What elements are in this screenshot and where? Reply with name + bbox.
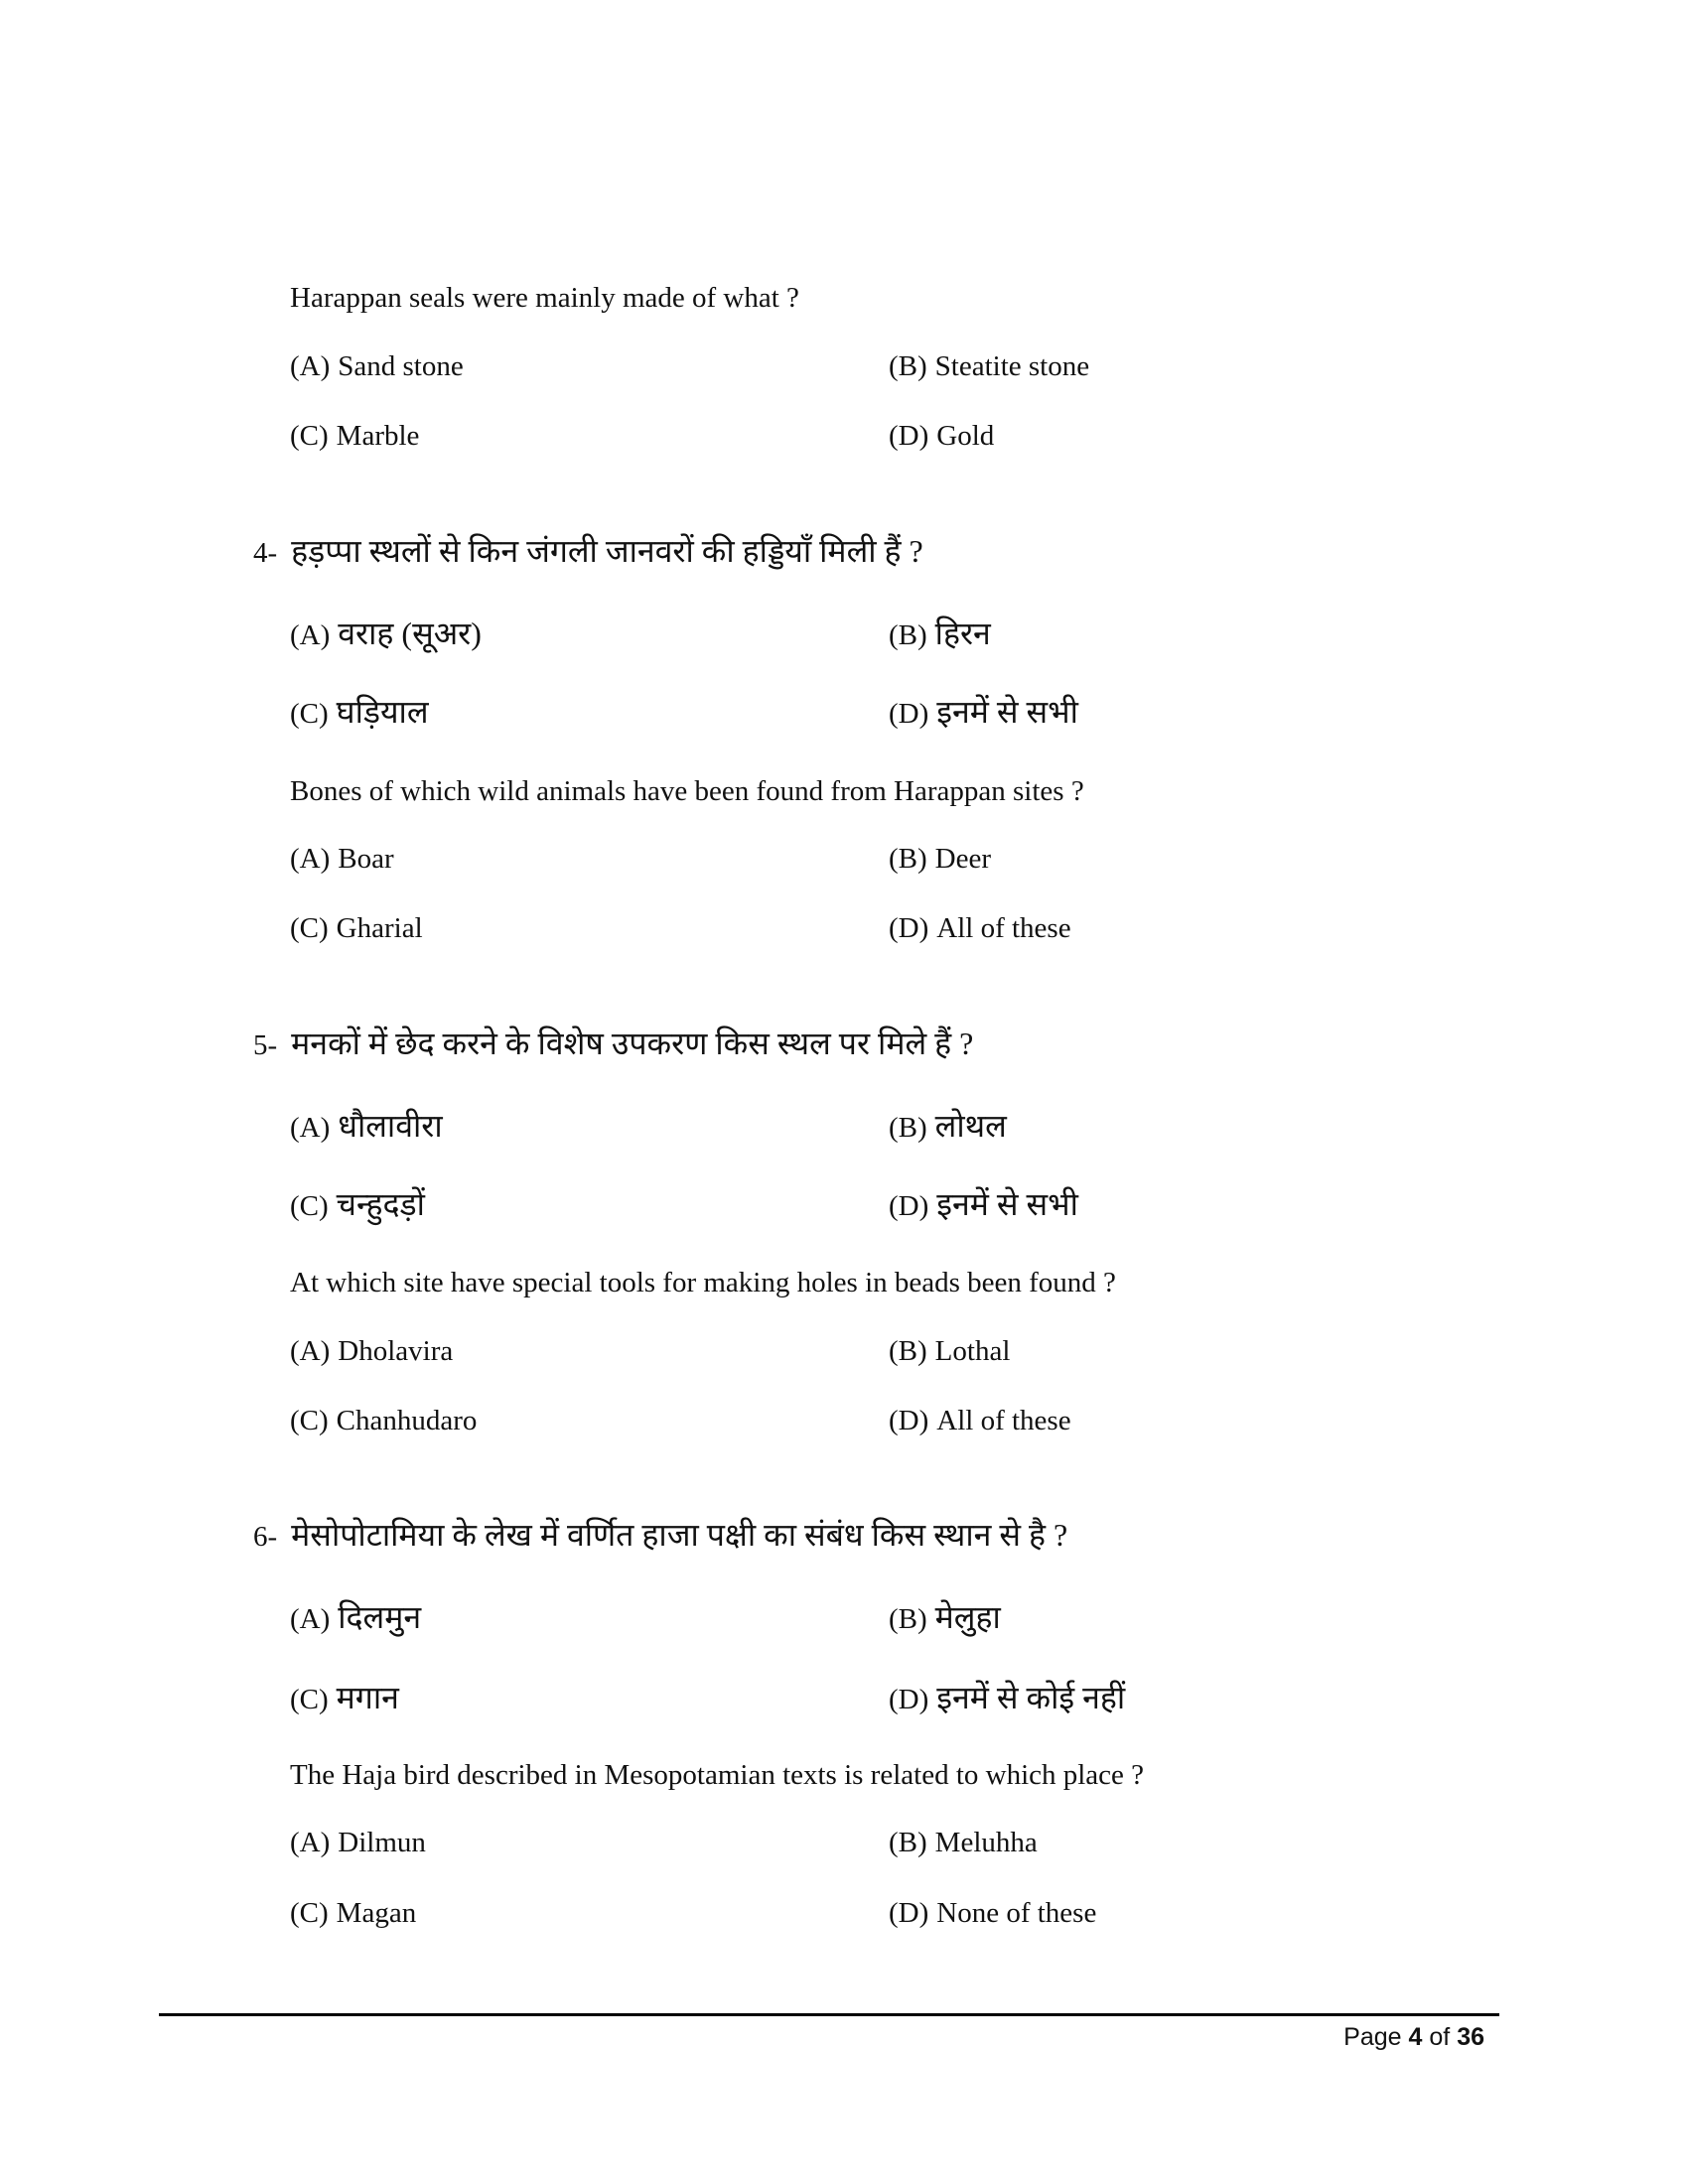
option-text: मगान: [336, 1680, 399, 1715]
question-5-hi-text: [253, 1025, 973, 1063]
option-label: (C): [290, 1405, 329, 1436]
question-4-en-option-c: [290, 910, 423, 946]
option-label: (D): [889, 698, 929, 730]
question-number: 5-: [253, 1029, 278, 1061]
footer-divider: [159, 2013, 1499, 2016]
page-number: [1343, 2023, 1484, 2052]
question-5-hi-option-b: [889, 1108, 1007, 1146]
option-text: मेलुहा: [934, 1599, 1001, 1635]
option-text: वराह (सूअर): [338, 615, 482, 651]
option-label: (C): [290, 1897, 329, 1929]
option-label: (D): [889, 1897, 929, 1929]
question-text-hindi: मेसोपोटामिया के लेख में वर्णित हाजा पक्षी का संबंध किस स्थान से है ?: [291, 1517, 1068, 1553]
option-text: इनमें से कोई नहीं: [936, 1680, 1126, 1715]
question-5-en-option-c: [290, 1403, 477, 1438]
question-6-hi-option-c: [290, 1680, 399, 1717]
question-4-en-option-b: [889, 841, 991, 877]
question-3-en-text: Harappan seals were mainly made of what ?: [290, 282, 799, 314]
option-label: (A): [290, 1335, 331, 1367]
option-label: (A): [290, 350, 331, 382]
option-text: None of these: [936, 1897, 1097, 1929]
option-text: All of these: [936, 912, 1071, 944]
option-text: लोथल: [934, 1108, 1007, 1144]
option-text: चन्हुदड़ों: [336, 1186, 425, 1222]
question-5-hi-option-d: [889, 1186, 1078, 1224]
question-4-hi-option-b: [889, 615, 991, 653]
question-text-hindi: हड़प्पा स्थलों से किन जंगली जानवरों की हड्डियाँ मिली हैं ?: [291, 533, 923, 569]
question-5-en-text: At which site have special tools for making holes in beads been found ?: [290, 1267, 1116, 1298]
of-word: of: [1429, 2023, 1451, 2051]
option-label: (D): [889, 1684, 929, 1715]
question-3-en-option-a: [290, 348, 464, 384]
option-label: (D): [889, 912, 929, 944]
question-4-en-option-a: [290, 841, 394, 877]
option-text: हिरन: [934, 615, 991, 651]
option-text: घड़ियाल: [336, 694, 429, 730]
option-text: इनमें से सभी: [936, 1186, 1078, 1222]
question-text-hindi: मनकों में छेद करने के विशेष उपकरण किस स्थल पर मिले हैं ?: [291, 1025, 974, 1061]
option-text: इनमें से सभी: [936, 694, 1078, 730]
option-text: Dholavira: [338, 1335, 454, 1367]
option-text: All of these: [936, 1405, 1071, 1436]
option-text: Lothal: [934, 1335, 1011, 1367]
question-6-hi-option-d: [889, 1680, 1125, 1717]
option-label: (C): [290, 1684, 329, 1715]
question-5-en-option-d: [889, 1403, 1071, 1438]
question-5-hi-option-c: [290, 1186, 425, 1224]
option-label: (A): [290, 1603, 331, 1635]
option-text: Boar: [338, 843, 394, 875]
question-4-hi-text: [253, 533, 923, 571]
option-label: (C): [290, 912, 329, 944]
question-4-hi-option-d: [889, 694, 1078, 732]
option-label: (D): [889, 1405, 929, 1436]
question-6-hi-option-a: [290, 1599, 421, 1637]
question-4-en-text: Bones of which wild animals have been found from Harappan sites ?: [290, 775, 1084, 807]
option-text: Chanhudaro: [336, 1405, 478, 1436]
question-3-en-option-b: [889, 348, 1089, 384]
option-label: (A): [290, 1112, 331, 1144]
question-6-en-option-b: [889, 1825, 1038, 1860]
option-text: धौलावीरा: [338, 1108, 443, 1144]
question-5-en-option-b: [889, 1333, 1010, 1369]
option-label: (B): [889, 619, 927, 651]
option-label: (B): [889, 843, 927, 875]
option-label: (A): [290, 843, 331, 875]
option-label: (B): [889, 350, 927, 382]
page-total: 36: [1457, 2023, 1484, 2051]
option-label: (B): [889, 1335, 927, 1367]
question-number: 4-: [253, 537, 278, 569]
question-5-hi-option-a: [290, 1108, 443, 1146]
option-label: (C): [290, 698, 329, 730]
option-label: (B): [889, 1827, 927, 1858]
question-6-en-option-d: [889, 1895, 1096, 1931]
question-3-en-option-d: [889, 418, 994, 454]
option-text: Gharial: [336, 912, 423, 944]
option-text: Sand stone: [338, 350, 464, 382]
question-6-hi-text: [253, 1517, 1067, 1555]
question-3-en-option-c: [290, 418, 419, 454]
option-label: (A): [290, 1827, 331, 1858]
option-text: Magan: [336, 1897, 417, 1929]
question-6-en-option-a: [290, 1825, 426, 1860]
question-4-hi-option-a: [290, 615, 482, 653]
option-text: Meluhha: [934, 1827, 1038, 1858]
option-label: (D): [889, 420, 929, 452]
option-label: (B): [889, 1112, 927, 1144]
option-text: Steatite stone: [934, 350, 1090, 382]
page-word: Page: [1343, 2023, 1402, 2051]
question-4-en-option-d: [889, 910, 1071, 946]
option-label: (B): [889, 1603, 927, 1635]
option-text: Deer: [934, 843, 992, 875]
option-text: Marble: [336, 420, 420, 452]
option-text: Dilmun: [338, 1827, 426, 1858]
option-text: दिलमुन: [338, 1599, 422, 1635]
option-label: (A): [290, 619, 331, 651]
question-6-en-text: The Haja bird described in Mesopotamian texts is related to which place ?: [290, 1759, 1145, 1791]
question-number: 6-: [253, 1521, 278, 1553]
page-current: 4: [1408, 2023, 1423, 2051]
question-6-hi-option-b: [889, 1599, 1001, 1637]
option-text: Gold: [936, 420, 995, 452]
option-label: (C): [290, 420, 329, 452]
question-6-en-option-c: [290, 1895, 416, 1931]
question-4-hi-option-c: [290, 694, 429, 732]
option-label: (C): [290, 1190, 329, 1222]
option-label: (D): [889, 1190, 929, 1222]
question-5-en-option-a: [290, 1333, 453, 1369]
